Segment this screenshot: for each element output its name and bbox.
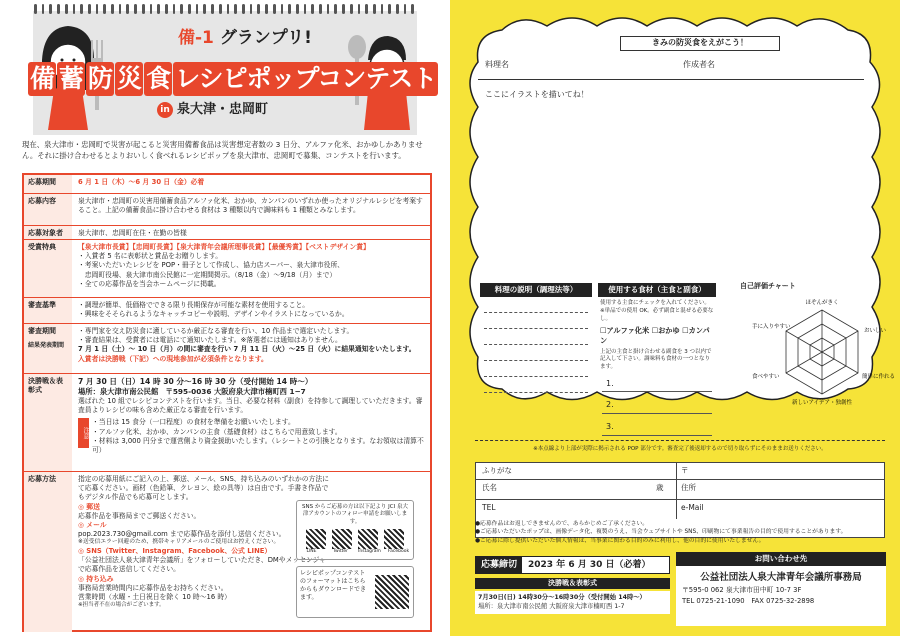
contact-head: お問い合わせ先 [676,552,886,566]
row-target: 応募対象者 泉大津市、忠岡町在住・在勤の皆様 [24,225,430,239]
row-content: 応募内容 泉大津市・忠岡町の災害用備蓄食品アルファ化米、おかゆ、カンパンのいずれか使ったオリジナルレシピを考案すること。上記の備蓄食品に掛け合わせる食材は 3 種類以内で調味料も 1 種類とみなします。 [24,193,430,225]
explanation-line[interactable] [484,329,588,345]
axis-label: 新しいアイデア・独創性 [791,400,853,406]
venue-info: 7月30日(日) 14時30分〜16時30分（受付開始 14時〜） 場所：泉大津市南公民館 大阪府泉大津市楠町西 1-7 [475,591,670,614]
cut-line [475,440,885,441]
row-period: 応募期間 6 月 1 日（木）〜6 月 30 日（金）必着 [24,175,430,193]
entry-form: ふりがな 〒 氏名 歳 住所 TEL e-Mail [475,462,885,538]
contact-info: 公益社団法人泉大津青年会議所事務局 〒595-0 062 泉大津市田中町 10-7 3F TEL 0725-21-1090 FAX 0725-32-2898 [676,566,886,626]
row-method: 応募方法 指定の応募用紙にご記入の上、郵送、メール、SNS、持ち込みのいずれかの方法にて応募ください。画材（色鉛筆、クレヨン、絵の具等）は自由です。手書き作品でもデジタル作品でも応募可とします。 ◎ 郵送 応募作品を事務局までご郵送ください。 ◎ メール pop.2023.730@gmail.com まで応募作品を添付し送信ください。 ※送受信エラー回避のため、携帯キャリアメールのご使用はお控えください。 ◎ SNS（Twitter、Instagram、Facebook、公式 LINE） 「公益社団法人泉大津青年会議所」をフォローしていただき、DMやメッセンジャーで応募作品を送信してください。 ◎ 持ち込み 事務局営業時間内に応募作品をお持ちください。 営業時間（水曜・土日祝日を除く 10 時〜16 時） ※担当者不在の場合がございます。 [24,471,430,632]
title-location: in 泉大津・忠岡町 [157,101,268,119]
author-name-label: 作成者名 [683,60,715,69]
contact-phone[interactable]: TEL 0725-21-1090 FAX 0725-32-2898 [682,597,815,606]
ingredients-panel: 使用する食材（主食と副食） 使用する主食にチェックを入れてください。※単品での使用 OK。必ず副食と混ぜる必要なし。 ☐アルファ化米 ☐おかゆ ☐カンパン 上記の主食と掛け合わせる副食を 3 つ以内で記入して下さい。調味料も食材の一つとなります。 1. 2. 3. [598,283,716,438]
row-criteria: 審査基準 ・調理が簡単、低価格でできる限り長期保存が可能な素材を使用すること。 ・興味をそそられるようなキャッチコピーや説明、デザインやイラストになっているか。 [24,297,430,323]
info-table [22,173,432,632]
explanation-line[interactable] [484,345,588,361]
instagram-qr-icon[interactable] [358,529,378,549]
row-final: 決勝戦＆表彰式 7 月 30 日（日）14 時 30 分〜16 時 30 分（受付開始 14 時〜） 場所：泉大津市南公民館 〒595-0036 大阪府泉大津市楠町西 1−7 選ばれた 10 組でレシピコンテストを行います。当日、必要な材料（副食）を持参して調理していただきます。審査員よりレシピの味も含めた厳正なる審査を行います。 注意 ・当日は 15 食分（一口程度）の食材を準備をお願いいたします。 ・アルファ化米、おかゆ、カンパンの主食（基礎食材）はこちらで用意致します。 ・材料は 3,000 円分まで運営側より資金援助いたします。（レシートとの引換となります。なお領収は清算不可） [24,373,430,471]
explanation-line[interactable] [484,377,588,393]
radar-chart [750,292,900,412]
explanation-line[interactable] [484,297,588,313]
sns-qr-box: SNS からご応募の方は以下記より JCI 泉大津アカウントのフォロー申請をお願いします。 LINE Twitter Instagram Facebook [296,500,414,560]
email-link[interactable]: pop.2023.730@gmail.com まで応募作品を添付し送信ください。 [78,530,286,539]
caution-badge: 注意 [78,418,89,448]
name-row[interactable]: 氏名 歳 住所 [476,479,884,499]
axis-label: おいしい [864,328,887,334]
explanation-line[interactable] [484,361,588,377]
drawing-title: きみの防災食をえがこう！ [620,36,780,51]
deadline-box: 応募締切 2023 年 6 月 30 日（必着） [475,556,670,574]
line-qr-icon[interactable] [306,529,326,549]
facebook-qr-icon[interactable] [384,529,404,549]
self-eval-title: 自己評価チャート [740,282,796,290]
main-title: 備 蓄 防 災 食 レシピポップコンテスト [28,62,439,96]
notes: ●応募作品はお返しできませんので、あらかじめご了承ください。 ●ご応募いただいたポップは、画像データ化、複製のうえ、当会ウェブサイトや SNS、印刷物にて事業報告の目的で使用することがあります。 ●ご応募に際し提供いただいた個人情報は、当事業に関わる目的のみに利用し、他の目的に使用いたしません。 [475,521,847,544]
title-grandprix: 備-1 グランプリ! [178,28,312,48]
axis-label: 簡単に作れる [862,374,896,380]
cut-line-note: ※本点線より上部が実際に掲示される POP 部分です。審査完了後返却するので切り取らずにそのままお送りください。 [533,446,827,452]
intro-text: 現在、泉大津市・忠岡町で災害が起こると災害用備蓄食品は災害想定者数の 3 日分、アルファ化米、おかゆしかありません。それに掛け合わせるとよりおいしく食べれるレシピポップを泉大津市、忠岡町で募集、コンテストを行います。 [22,140,423,161]
download-qr-box: レシピポップコンテストのフォーマットはこちらからもダウンロードできます。 [296,566,414,618]
row-awards: 受賞特典 【泉大津市長賞】【忠岡町長賞】【泉大津青年会議所理事長賞】【最優秀賞】【ベストデザイン賞】 ・入賞者 5 名に表彰状と賞品をお贈りします。 ・考案いただいたレシピを POP・冊子として作成し、協力店スーパー、泉大津市役所、 忠岡町役場、泉大津市南公民館に一定期間掲示。（8/18（金）〜9/18（月）まで） ・全ての応募作品を当会ホームページに掲載。 [24,239,430,297]
download-qr-icon[interactable] [375,575,409,609]
axis-label: ほぞんがきく [805,300,839,306]
explanation-panel: 料理の説明（調理法等） [480,283,592,393]
recipe-name-label: 料理名 [485,60,509,69]
axis-label: 手に入りやすい [752,324,791,330]
binder-rings [34,4,414,16]
divider [478,79,864,80]
axis-label: 食べやすい [752,374,780,380]
tel-row[interactable]: TEL e-Mail [476,499,884,519]
row-review: 審査期間 結果発表期間 ・専門家を交え防災食に適しているか厳正なる審査を行い、10 作品まで選定いたします。 ・審査結果は、受賞者には電話にて通知いたします。※落選者には通知はありません。 7 月 1 日（土）〜 10 日（月）の間に審査を行い 7 月 11 日（火）〜25 日（火）に結果通知をいたします。 入賞者は決勝戦（下記）への現地参加が必須条件となります。 [24,323,430,373]
drawing-area[interactable]: ここにイラストを描いてね！ [485,90,589,99]
venue-head: 決勝戦＆表彰式 [475,578,670,589]
entry-form-page [450,0,900,636]
twitter-qr-icon[interactable] [332,529,352,549]
staple-checkboxes[interactable]: ☐アルファ化米 ☐おかゆ ☐カンパン [600,326,710,345]
explanation-line[interactable] [484,313,588,329]
